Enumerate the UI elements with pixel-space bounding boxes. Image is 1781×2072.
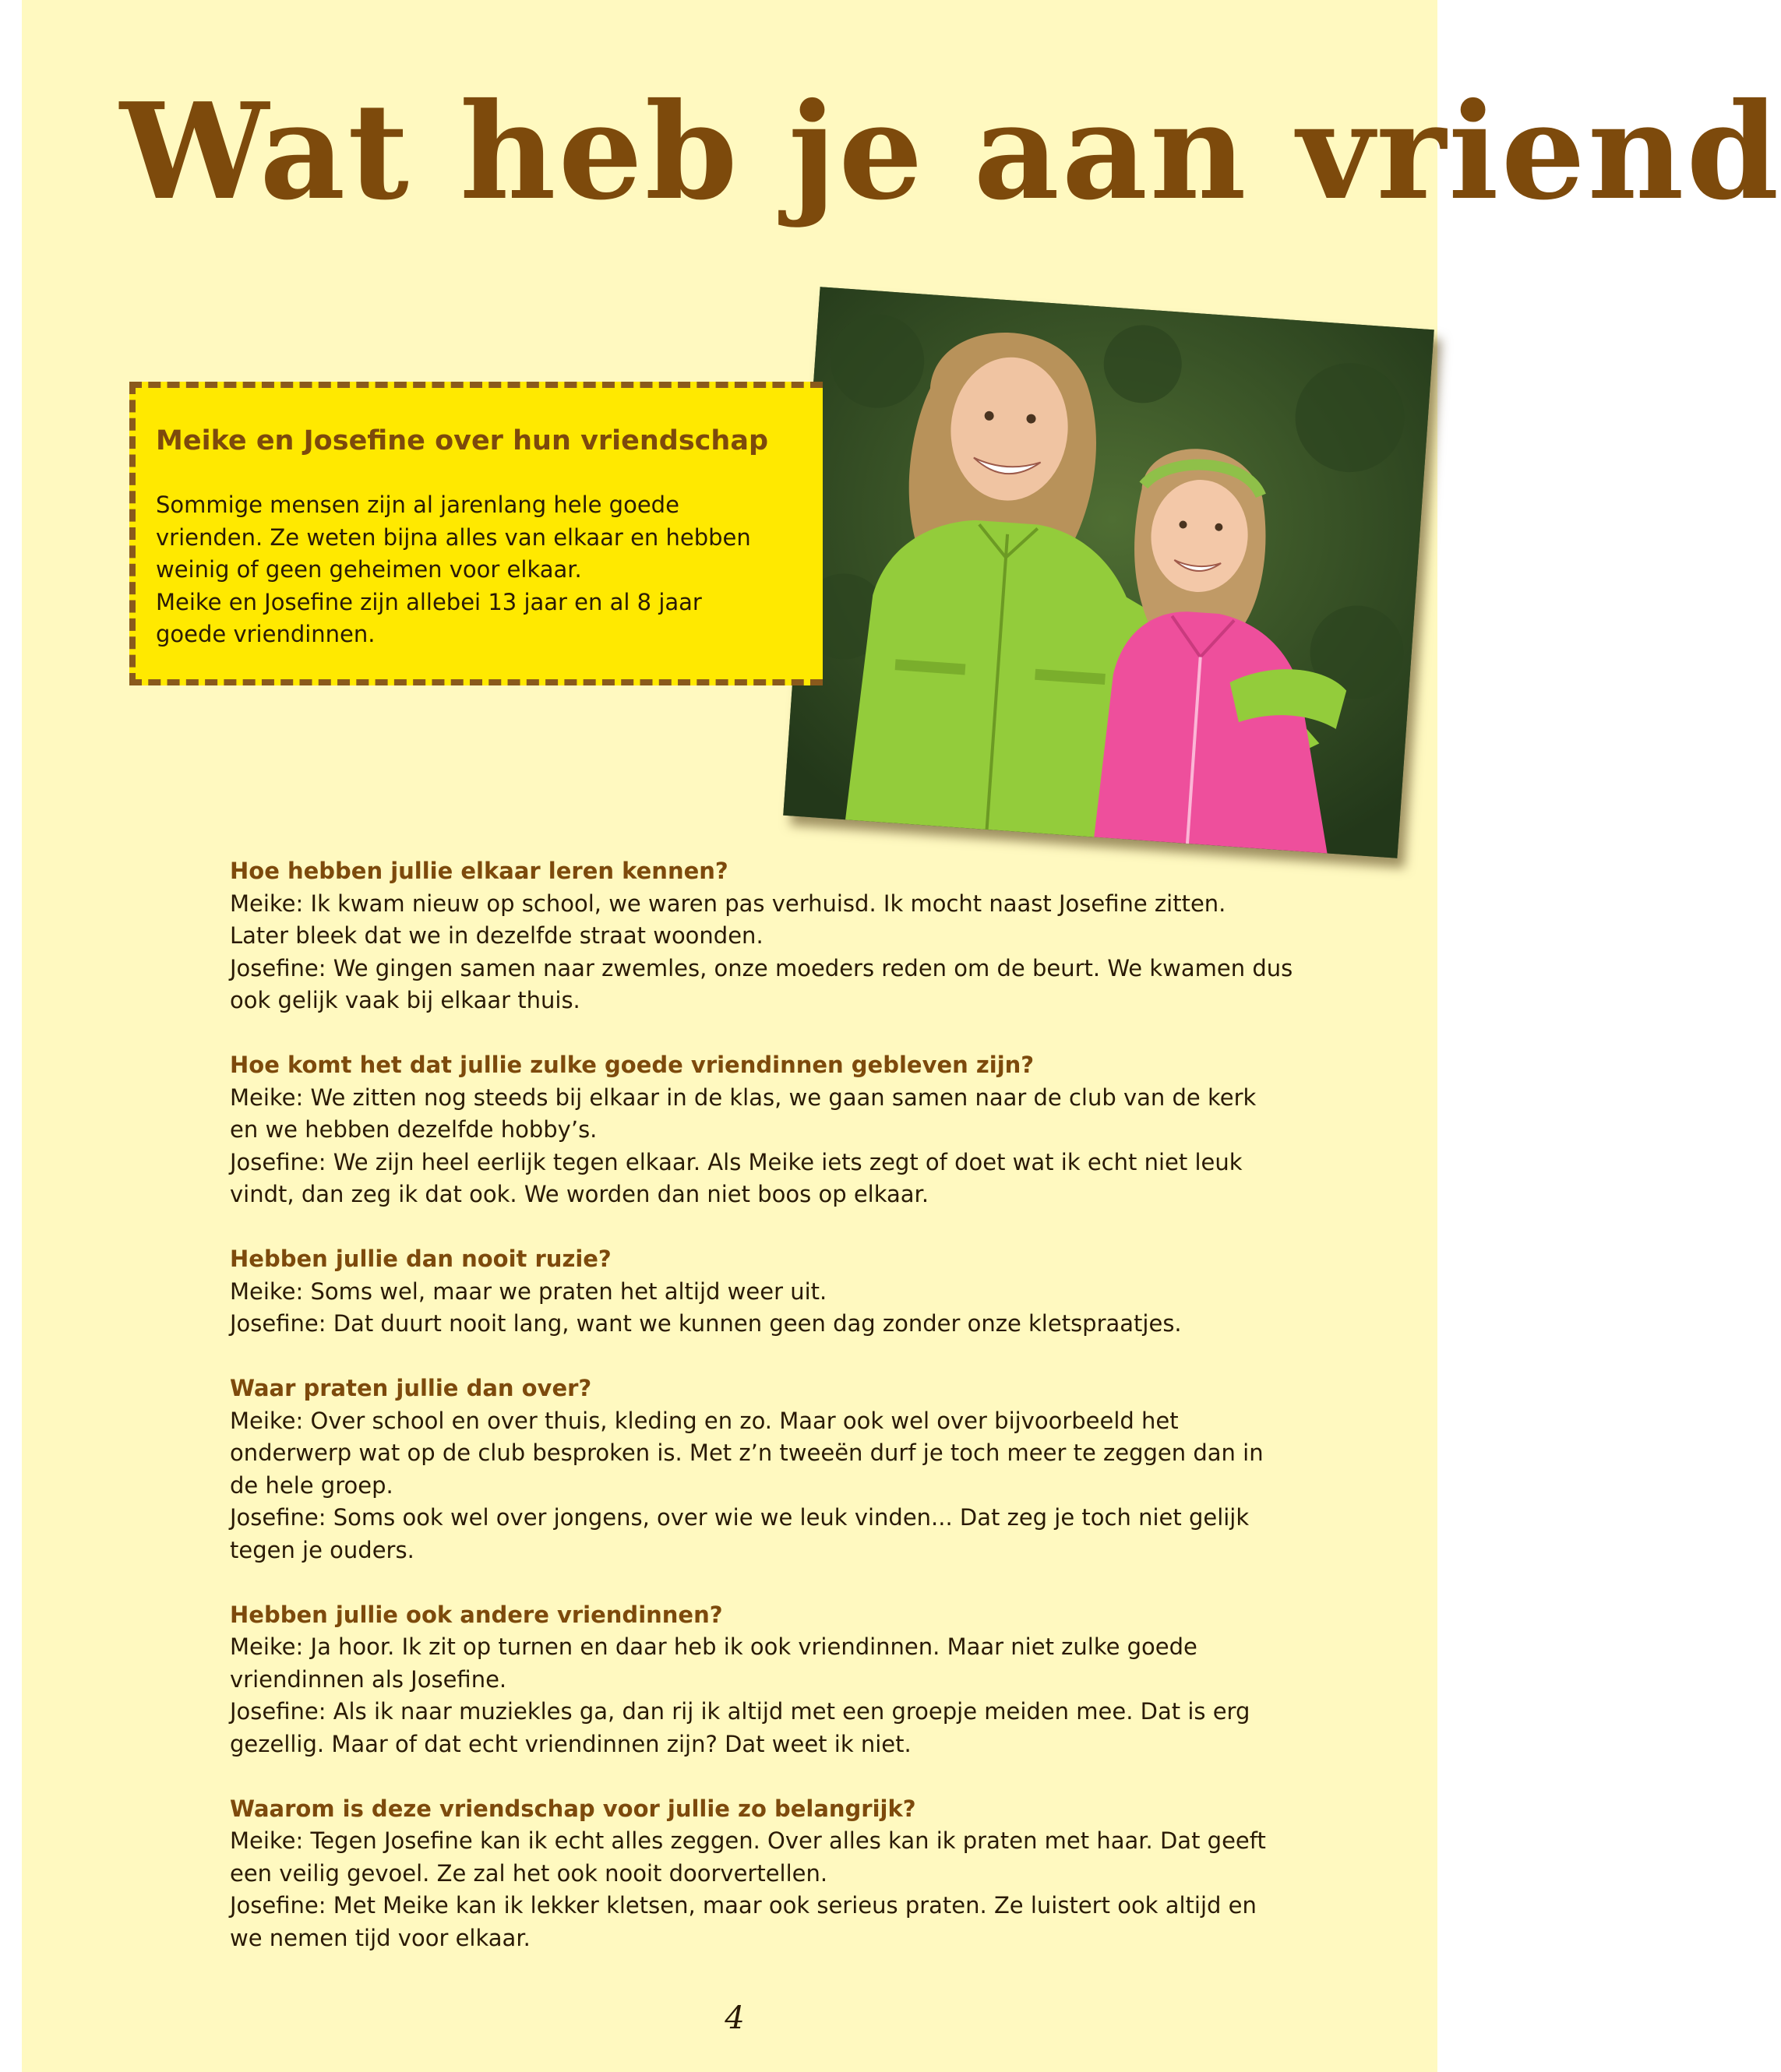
page-number: 4 [725,2000,745,2036]
answer-line: Josefine: We zijn heel eerlijk tegen elkaar. Als Meike iets zegt of doet wat ik echt niet leuk [230,1148,1243,1175]
answer-line: Meike: Ja hoor. Ik zit op turnen en daar heb ik ook vriendinnen. Maar niet zulke goede [230,1633,1197,1660]
answer-line: gezellig. Maar of dat echt vriendinnen zijn? Dat weet ik niet. [230,1730,912,1757]
answer-line: Later bleek dat we in dezelfde straat woonden. [230,922,764,949]
answer-line: vriendinnen als Josefine. [230,1665,507,1693]
answer-line: Josefine: Als ik naar muziekles ga, dan rij ik altijd met een groepje meiden mee. Dat is erg [230,1698,1250,1725]
answer-line: Meike: We zitten nog steeds bij elkaar in de klas, we gaan samen naar de club van de kerk [230,1084,1257,1111]
answer-line: Meike: Over school en over thuis, kleding en zo. Maar ook wel over bijvoorbeeld het [230,1407,1179,1434]
answer-line: tegen je ouders. [230,1536,414,1563]
question-heading: Waarom is deze vriendschap voor jullie zo belangrijk? [230,1795,916,1822]
question-heading: Hoe hebben jullie elkaar leren kennen? [230,858,728,884]
qa-block [230,1793,1414,1955]
qa-block [230,1373,1414,1566]
question-heading: Hoe komt het dat jullie zulke goede vriendinnen gebleven zijn? [230,1052,1035,1078]
answer-line: Meike: Tegen Josefine kan ik echt alles zeggen. Over alles kan ik praten met haar. Dat geeft [230,1827,1266,1854]
answer-line: Josefine: Soms ook wel over jongens, over wie we leuk vinden... Dat zeg je toch niet gelijk [230,1504,1250,1531]
page-title: Wat heb je aan vriend [120,74,1781,230]
answer-line: onderwerp wat op de club besproken is. Met z’n tweeën durf je toch meer te zeggen dan in [230,1439,1264,1466]
intro-line: goede vriendinnen. [156,621,376,647]
intro-heading: Meike en Josefine over hun vriendschap [156,425,769,456]
answer-line: vindt, dan zeg ik dat ook. We worden dan niet boos op elkaar. [230,1181,929,1207]
qa-block [230,1049,1414,1211]
qa-block [230,1243,1414,1341]
question-heading: Hebben jullie ook andere vriendinnen? [230,1601,723,1628]
interview-section [230,855,1414,1987]
photo-two-girls [783,287,1434,858]
answer-line: Meike: Ik kwam nieuw op school, we waren pas verhuisd. Ik mocht naast Josefine zitten. [230,890,1226,917]
question-heading: Waar praten jullie dan over? [230,1375,592,1401]
intro-line: vrienden. Ze weten bijna alles van elkaar en hebben [156,523,751,551]
answer-line: de hele groep. [230,1471,393,1499]
answer-line: Josefine: We gingen samen naar zwemles, onze moeders reden om de beurt. We kwamen dus [230,954,1293,981]
qa-block [230,855,1414,1017]
intro-line: Sommige mensen zijn al jarenlang hele goede [156,492,679,518]
answer-line: Josefine: Dat duurt nooit lang, want we kunnen geen dag zonder onze kletspraatjes. [230,1310,1182,1337]
intro-box [129,382,823,685]
answer-line: een veilig gevoel. Ze zal het ook nooit doorvertellen. [230,1859,828,1887]
answer-line: Meike: Soms wel, maar we praten het altijd weer uit. [230,1277,827,1305]
answer-line: ook gelijk vaak bij elkaar thuis. [230,987,580,1013]
photo-illustration [783,287,1434,858]
question-heading: Hebben jullie dan nooit ruzie? [230,1246,612,1272]
intro-line: weinig of geen geheimen voor elkaar. [156,556,582,583]
intro-text [156,489,764,651]
answer-line: Josefine: Met Meike kan ik lekker kletsen, maar ook serieus praten. Ze luistert ook altijd en [230,1892,1257,1919]
intro-line: Meike en Josefine zijn allebei 13 jaar en al 8 jaar [156,588,702,615]
qa-block [230,1599,1414,1761]
answer-line: we nemen tijd voor elkaar. [230,1924,531,1951]
answer-line: en we hebben dezelfde hobby’s. [230,1116,598,1143]
page [22,0,1781,2072]
